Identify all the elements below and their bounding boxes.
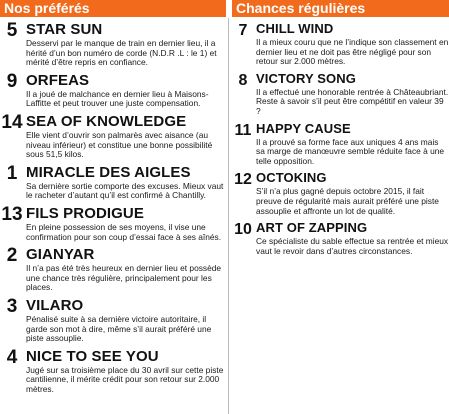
horse-number: 14	[1, 111, 23, 133]
column-divider	[228, 18, 229, 414]
horse-name: SEA OF KNOWLEDGE	[26, 112, 187, 130]
horse-comment: Sa dernière sortie comporte des excuses. Mieux vaut le racheter d’autant qu’il est confirmé à Chantilly.	[26, 180, 224, 201]
horse-number: 8	[238, 71, 248, 89]
horse-entry	[232, 21, 449, 67]
horse-name: MIRACLE DES AIGLES	[26, 163, 191, 181]
horse-entry	[0, 348, 226, 395]
horse-entry	[232, 71, 449, 117]
horse-name: NICE TO SEE YOU	[26, 347, 159, 365]
horse-comment: Pénalisé suite à sa dernière victoire autoritaire, il garde son mot à dire, même s’il aurait préféré une piste assouplie.	[26, 313, 212, 344]
horse-comment: En pleine possession de ses moyens, il vise une confirmation pour son coup d’essai face à ses aînés.	[26, 221, 222, 242]
horse-comment: S’il n’a plus gagné depuis octobre 2015, il fait preuve de régularité mais aurait préféré une piste assouplie et affronte un lot de qualité.	[256, 186, 439, 216]
horse-entry	[0, 246, 226, 293]
horse-name: CHILL WIND	[256, 21, 334, 36]
horse-number: 9	[6, 70, 18, 92]
horse-entry	[0, 297, 226, 344]
horse-number: 12	[234, 171, 252, 189]
horse-entry	[232, 220, 449, 256]
horse-number: 11	[234, 121, 252, 139]
horse-entry	[0, 21, 226, 68]
horse-name: OCTOKING	[256, 170, 327, 186]
horse-name: HAPPY CAUSE	[256, 120, 351, 136]
horse-comment: Ce spécialiste du sable effectue sa rentrée et mieux vaut le revoir dans d’autres circonstances.	[256, 236, 449, 256]
horse-name: ART OF ZAPPING	[256, 220, 368, 236]
horse-name: VILARO	[26, 296, 84, 314]
horse-name: ORFEAS	[26, 71, 90, 89]
horse-number: 5	[6, 20, 18, 41]
favorites-header: Nos préférés	[0, 0, 226, 17]
regular-chances-column	[232, 0, 449, 256]
regular-chances-list	[232, 21, 449, 256]
horse-number: 7	[238, 22, 248, 39]
horse-entry	[0, 72, 226, 109]
favorites-column	[0, 0, 226, 394]
horse-comment: Il a effectué une honorable rentrée à Châteaubriant. Reste à savoir s’il peut être compétitif en valeur 39 ?	[256, 86, 449, 116]
horse-comment: Desservi par le manque de train en dernier lieu, il a hérité d’un bon numéro de corde (N.D.R .L : le 1) et mérité d’être repris en confiance.	[26, 38, 217, 68]
horse-number: 3	[6, 295, 18, 317]
horse-number: 4	[6, 346, 18, 368]
regular-chances-header: Chances régulières	[232, 0, 449, 17]
horse-comment: Il n’a pas été très heureux en dernier lieu et possède une chance très régulière, principalement pour les places.	[26, 263, 222, 293]
horse-number: 2	[6, 245, 18, 267]
horse-comment: Il a joué de malchance en dernier lieu à Maisons-Laffitte et peut trouver une juste compensation.	[26, 88, 209, 109]
horse-number: 1	[6, 162, 18, 184]
horse-comment: Il a prouvé sa forme face aux uniques 4 ans mais sa marge de manœuvre semble réduite face à une telle opposition.	[256, 136, 445, 166]
horse-comment: Jugé sur sa troisième place du 30 avril sur cette piste cantilienne, il mérite crédit pour son retour sur 2.000 mètres.	[26, 364, 224, 394]
horse-entry	[232, 121, 449, 167]
horse-comment: Il a mieux couru que ne l’indique son classement en dernier lieu et ne doit pas être négligé pour son retour sur 2.000 mètres.	[256, 37, 449, 67]
horse-number: 13	[1, 203, 23, 225]
horse-name: STAR SUN	[26, 21, 103, 38]
horse-name: GIANYAR	[26, 246, 95, 264]
favorites-list	[0, 21, 226, 394]
horse-entry	[232, 170, 449, 216]
horse-name: VICTORY SONG	[256, 70, 356, 86]
horse-number: 10	[234, 221, 252, 239]
horse-entry	[0, 113, 226, 160]
horse-name: FILS PRODIGUE	[26, 204, 144, 222]
horse-entry	[0, 205, 226, 242]
horse-comment: Elle vient d’ouvrir son palmarès avec aisance (au niveau inférieur) et constitue une bonne possibilité sous 51,5 kilos.	[26, 129, 213, 160]
horse-entry	[0, 164, 226, 201]
